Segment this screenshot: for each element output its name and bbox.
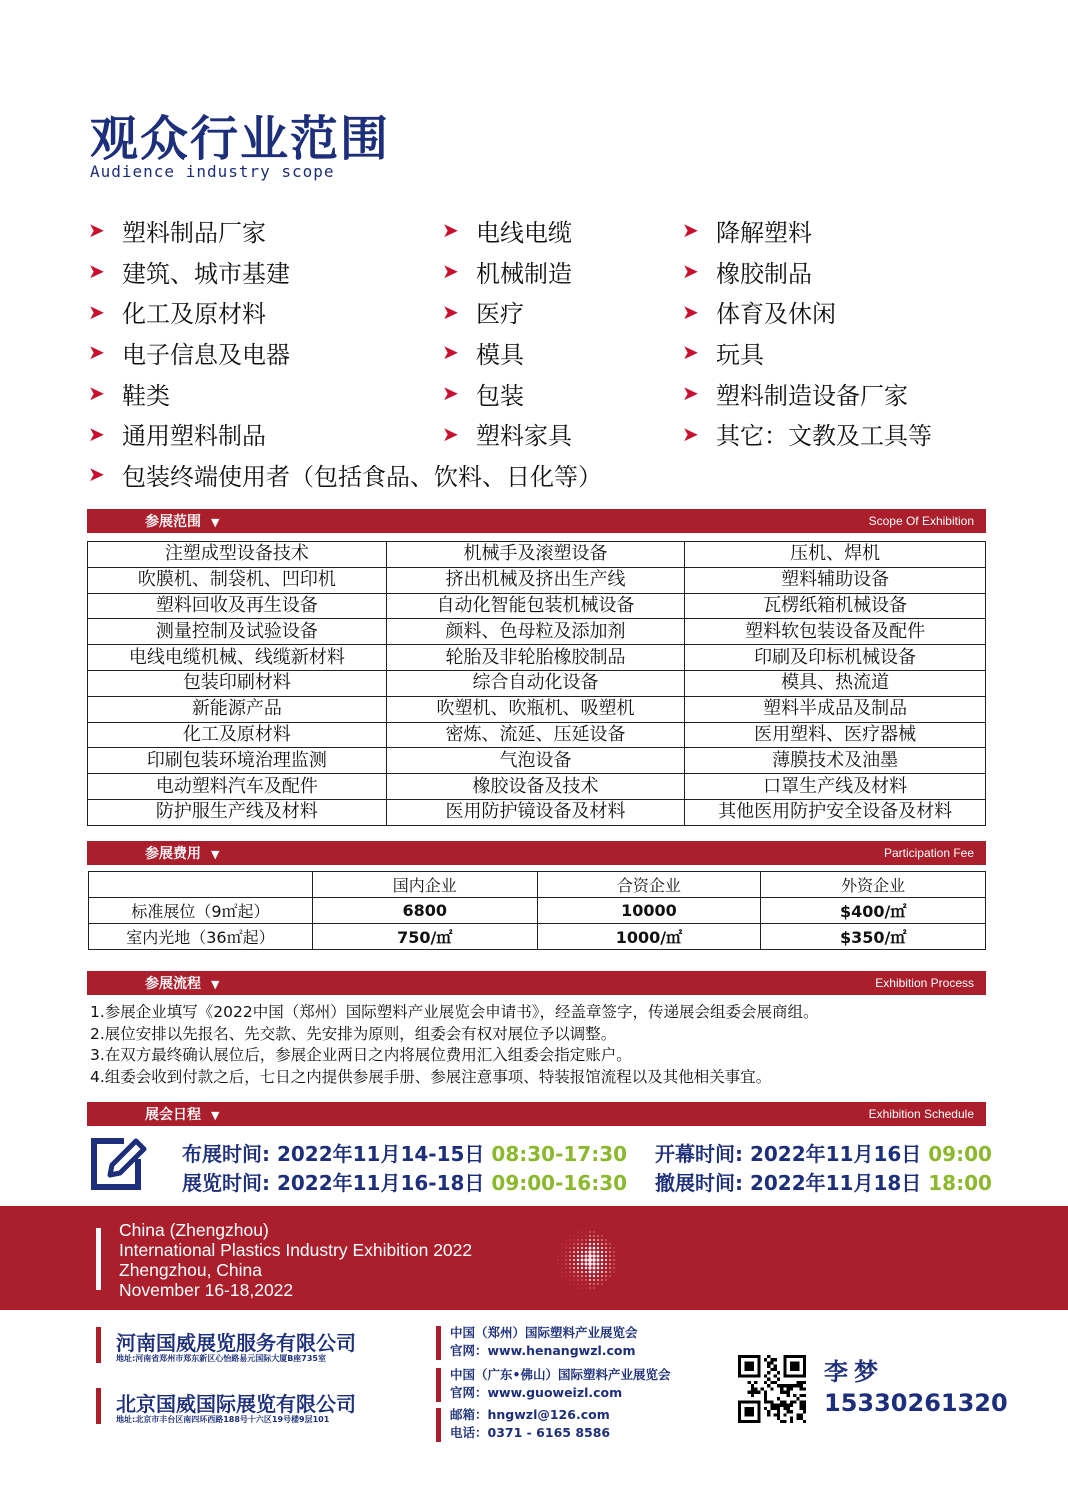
audience-item: ➤ 包装终端使用者（包括食品、饮料、日化等） [88, 462, 602, 491]
qr-code-icon [738, 1355, 806, 1423]
table-cell: 塑料回收及再生设备 [88, 593, 387, 619]
schedule-show: 展览时间: 2022年11月16-18日 09:00-16:30 [182, 1171, 628, 1195]
table-cell: 化工及原材料 [88, 722, 387, 748]
table-cell: 橡胶设备及技术 [386, 774, 685, 800]
website-link[interactable]: 官网：www.guoweizl.com [450, 1385, 623, 1400]
arrow-icon: ➤ [442, 381, 459, 406]
table-row [88, 722, 986, 748]
table-cell: 塑料半成品及制品 [685, 696, 986, 722]
table-cell: 机械手及滚塑设备 [386, 542, 685, 568]
scope-table [87, 541, 986, 826]
table-row [88, 567, 986, 593]
fee-table [88, 871, 986, 950]
arrow-icon: ➤ [88, 259, 105, 284]
phone-number: 电话：0371 - 6165 8586 [450, 1425, 611, 1440]
arrow-icon: ➤ [88, 299, 105, 324]
schedule-setup: 布展时间: 2022年11月14-15日 08:30-17:30 [182, 1142, 628, 1166]
expo-foshan-info: 中国（广东•佛山）国际塑料产业展览会 官网：www.guoweizl.com [450, 1367, 671, 1400]
table-row [88, 774, 986, 800]
audience-item: ➤ 化工及原材料 [88, 299, 266, 329]
table-cell: 10000 [537, 898, 761, 924]
arrow-icon: ➤ [682, 218, 699, 243]
audience-item: ➤ 建筑、城市基建 [88, 259, 290, 288]
table-cell: 注塑成型设备技术 [88, 542, 387, 568]
process-step: 4.组委会收到付款之后，七日之内提供参展手册、参展注意事项、特装报馆流程以及其他相关事宜。 [90, 1067, 772, 1086]
email-link[interactable]: 邮箱：hngwzl@126.com [450, 1407, 610, 1422]
table-row [89, 924, 986, 950]
edit-icon [88, 1135, 148, 1193]
audience-item: ➤ 橡胶制品 [682, 259, 812, 288]
audience-item: ➤ 塑料家具 [442, 421, 572, 451]
audience-item: ➤ 塑料制造设备厂家 [682, 381, 908, 410]
arrow-icon: ➤ [682, 421, 699, 446]
table-cell: 口罩生产线及材料 [685, 774, 986, 800]
arrow-icon: ➤ [88, 462, 105, 487]
table-cell: 新能源产品 [88, 696, 387, 722]
table-cell: 电动塑料汽车及配件 [88, 774, 387, 800]
table-cell: 1000/㎡ [537, 924, 761, 950]
table-cell: 密炼、流延、压延设备 [386, 722, 685, 748]
table-row [88, 670, 986, 696]
arrow-icon: ➤ [88, 340, 105, 365]
section-bar-schedule: 展会日程 ▼ Exhibition Schedule [87, 1102, 986, 1126]
schedule-teardown: 撤展时间: 2022年11月18日 18:00 [655, 1171, 992, 1195]
table-row [88, 593, 986, 619]
table-header: 合资企业 [537, 872, 761, 898]
banner-divider [96, 1228, 101, 1290]
contact-info [450, 1406, 610, 1442]
table-cell: 印刷及印标机械设备 [685, 645, 986, 671]
audience-item: ➤ 模具 [442, 340, 524, 369]
arrow-icon: ➤ [88, 421, 105, 446]
table-cell: 瓦楞纸箱机械设备 [685, 593, 986, 619]
table-row [89, 872, 986, 898]
table-cell: 塑料辅助设备 [685, 567, 986, 593]
brochure-page: 观众行业范围 Audience industry scope ➤ 塑料制品厂家 ➤ 建筑、城市基建 ➤ 化工及原材料 ➤ 电子信息及电器 ➤ 鞋类 ➤ 通用塑料制品 ➤ 包装终端使用者（包括食品、饮料、日化等） ➤ 电线电缆 ➤ 机械制造 ➤ 医疗 ➤ 模具 ➤ 包装 ➤ 塑料家具 ➤ 降解塑料 ➤ 橡胶制品 ➤ 体育及休闲 ➤ 玩具 ➤ 塑料制造设备厂家 ➤ 其它：文教及工具等 参展范围 ▼ Scope Of Exhibition 注塑成型设备技术 机械手及滚塑设备 压机、焊机 吹膜机、制袋机、凹印机 挤出机械及挤出生产线 塑料辅助设备 塑料回收及再生设备 自动化智能包装机械设备 瓦楞纸箱机械设备 测量控制及试验设备 颜料、色母粒及添加剂 塑料软包装设备及配件 电线电缆机械、线缆新材料 轮胎及非轮胎橡胶制品 印刷及印标机械设备 包装印刷材料 综合自动化设备 模具、热流道 新能源产品 吹塑机、吹瓶机、吸塑机 塑料半成品及制品 化工及原材料 密炼、流延、压延设备 医用塑料、医疗器械 印刷包装环境治理监测 气泡设备 薄膜技术及油墨 电动塑料汽车及配件 橡胶设备及技术 口罩生产线及材料 防护服生产线及材料 医用防护镜设备及材料 其他医用防护安全设备及材料 参展费用 ▼ Participation Fee 国内企业 合资企业 外资企业 标准展位（9㎡起） 6800 10000 $400/㎡ 室内光地（36㎡起） 750/㎡ 1000/㎡ $350/㎡ 参展流程 ▼ Exhibition Process 1.参展企业填写《2022中国（郑州）国际塑料产业展览会申请书》，经盖章签字，传递展会组委会展商组。 2.展位安排以先报名、先交款、先安排为原则，组委会有权对展位予以调整。 3.在双方最终确认展位后，参展企业两日之内将展位费用汇入组委会指定账户。 4.组委会收到付款之后，七日之内提供参展手册、参展注意事项、特装报馆流程以及其他相关事宜。 展会日程 ▼ Exhibition Schedule 布展时间: 2022年11月14-15日 08:30-17:30 开幕时间: 2022年11月16日 09:00 展览时间: 2022年11月16-18日 09:00-16:30 撤展时间: 2022年11月18日 18:00 China (Zhengzhou) International Plastics Industry Exhibition 2022 Zhengzhou, China November 16-18,2022 河南国威展览服务有限公司 地址:河南省郑州市郑东新区心怡路易元国际大厦B座735室 北京国威国际展览有限公司 地址:北京市丰台区南四环西路188号十六区19号楼9层101 中国（郑州）国际塑料产业展览会 官网：www.henangwzl.com 中国（广东•佛山）国际塑料产业展览会 官网：www.guoweizl.com 邮箱：hngwzl@126.com 电话：0371 - 6165 8586 李梦 15330261320 [0, 0, 1068, 1509]
table-cell: 轮胎及非轮胎橡胶制品 [386, 645, 685, 671]
arrow-icon: ➤ [682, 299, 699, 324]
exhibition-banner [0, 1206, 1068, 1310]
process-list [90, 1002, 819, 1088]
audience-item: ➤ 降解塑料 [682, 218, 812, 247]
audience-item: ➤ 玩具 [682, 340, 764, 369]
section-bar-process: 参展流程 ▼ Exhibition Process [87, 971, 986, 995]
table-cell: 综合自动化设备 [386, 670, 685, 696]
table-cell: 挤出机械及挤出生产线 [386, 567, 685, 593]
table-cell: 其他医用防护安全设备及材料 [685, 799, 986, 825]
audience-item: ➤ 包装 [442, 381, 524, 410]
table-cell: 医用塑料、医疗器械 [685, 722, 986, 748]
audience-item: ➤ 电子信息及电器 [88, 340, 290, 369]
arrow-icon: ➤ [682, 381, 699, 406]
triangle-down-icon: ▼ [211, 848, 220, 861]
triangle-down-icon: ▼ [211, 978, 220, 991]
process-step: 2.展位安排以先报名、先交款、先安排为原则，组委会有权对展位予以调整。 [90, 1024, 617, 1043]
table-cell: 塑料软包装设备及配件 [685, 619, 986, 645]
table-cell: $350/㎡ [761, 924, 986, 950]
audience-item: ➤ 医疗 [442, 299, 524, 329]
contact-phone: 15330261320 [824, 1389, 1008, 1417]
page-subtitle: Audience industry scope [90, 162, 335, 181]
table-cell: 测量控制及试验设备 [88, 619, 387, 645]
arrow-icon: ➤ [442, 340, 459, 365]
arrow-icon: ➤ [442, 299, 459, 324]
table-header: 外资企业 [761, 872, 986, 898]
table-cell [89, 872, 313, 898]
table-cell: 压机、焊机 [685, 542, 986, 568]
arrow-icon: ➤ [682, 340, 699, 365]
process-step: 1.参展企业填写《2022中国（郑州）国际塑料产业展览会申请书》，经盖章签字，传递展会组委会展商组。 [90, 1003, 819, 1021]
table-cell: 电线电缆机械、线缆新材料 [88, 645, 387, 671]
globe-logo-icon [556, 1222, 618, 1298]
contact-person: 李梦 [824, 1358, 884, 1386]
triangle-down-icon: ▼ [211, 516, 220, 529]
table-header: 国内企业 [312, 872, 537, 898]
table-cell: 标准展位（9㎡起） [89, 898, 313, 924]
table-cell: 颜料、色母粒及添加剂 [386, 619, 685, 645]
section-bar-fee: 参展费用 ▼ Participation Fee [87, 841, 986, 865]
expo-zhengzhou-info: 中国（郑州）国际塑料产业展览会 官网：www.henangwzl.com [450, 1325, 638, 1358]
process-step: 3.在双方最终确认展位后，参展企业两日之内将展位费用汇入组委会指定账户。 [90, 1046, 632, 1064]
table-row [88, 799, 986, 825]
audience-item: ➤ 通用塑料制品 [88, 421, 266, 451]
audience-item: ➤ 电线电缆 [442, 218, 572, 247]
page-title: 观众行业范围 [90, 111, 391, 167]
table-row [88, 619, 986, 645]
table-cell: 印刷包装环境治理监测 [88, 748, 387, 774]
table-cell: 气泡设备 [386, 748, 685, 774]
table-cell: 防护服生产线及材料 [88, 799, 387, 825]
arrow-icon: ➤ [442, 421, 459, 446]
arrow-icon: ➤ [442, 218, 459, 243]
table-cell: 模具、热流道 [685, 670, 986, 696]
section-bar-scope: 参展范围 ▼ Scope Of Exhibition [87, 509, 986, 533]
audience-item: ➤ 机械制造 [442, 259, 572, 288]
schedule-opening: 开幕时间: 2022年11月16日 09:00 [655, 1142, 992, 1166]
audience-column-2 [442, 210, 572, 454]
table-cell: 医用防护镜设备及材料 [386, 799, 685, 825]
arrow-icon: ➤ [442, 259, 459, 284]
arrow-icon: ➤ [682, 259, 699, 284]
table-cell: 自动化智能包装机械设备 [386, 593, 685, 619]
table-cell: 吹塑机、吹瓶机、吸塑机 [386, 696, 685, 722]
table-cell: 室内光地（36㎡起） [89, 924, 313, 950]
website-link[interactable]: 官网：www.henangwzl.com [450, 1343, 636, 1358]
audience-item: ➤ 鞋类 [88, 381, 170, 410]
table-cell: 750/㎡ [312, 924, 537, 950]
table-cell: 6800 [312, 898, 537, 924]
triangle-down-icon: ▼ [211, 1109, 220, 1122]
table-cell: $400/㎡ [761, 898, 986, 924]
arrow-icon: ➤ [88, 381, 105, 406]
arrow-icon: ➤ [88, 218, 105, 243]
table-row [88, 542, 986, 568]
table-cell: 吹膜机、制袋机、凹印机 [88, 567, 387, 593]
table-row [89, 898, 986, 924]
audience-item: ➤ 体育及休闲 [682, 299, 836, 329]
banner-text: China (Zhengzhou) International Plastics Industry Exhibition 2022 Zhengzhou, China November 16-18,2022 [119, 1220, 473, 1300]
table-row [88, 748, 986, 774]
table-cell: 薄膜技术及油墨 [685, 748, 986, 774]
audience-item: ➤ 塑料制品厂家 [88, 218, 266, 247]
table-row [88, 645, 986, 671]
table-cell: 包装印刷材料 [88, 670, 387, 696]
audience-item: ➤ 其它：文教及工具等 [682, 421, 932, 451]
table-row [88, 696, 986, 722]
audience-column-3 [682, 210, 932, 454]
